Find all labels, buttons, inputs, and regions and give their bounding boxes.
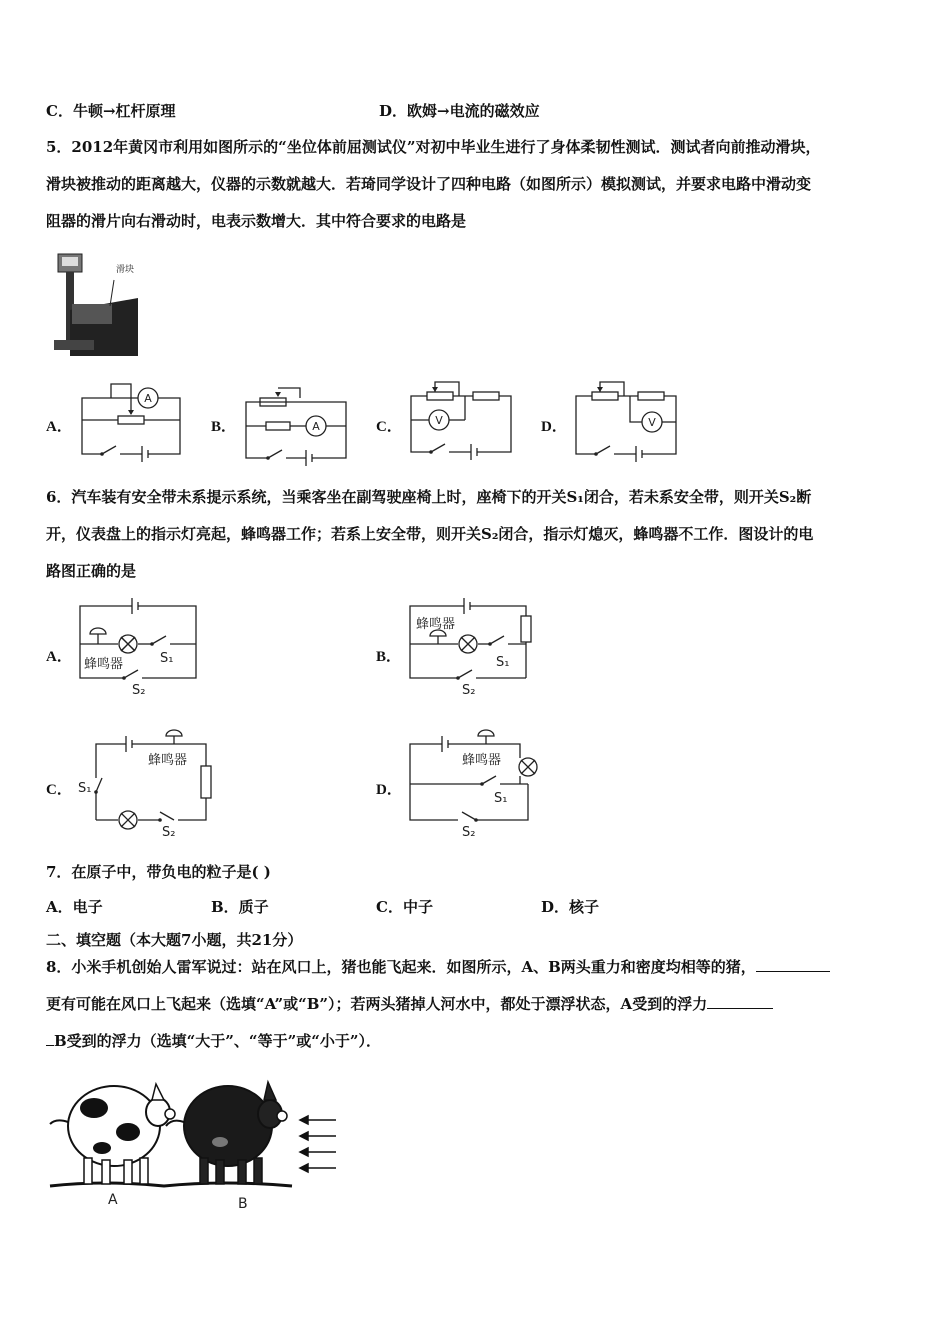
q5-a-ammeter: A [144,392,152,405]
pig-a-label: A [108,1192,118,1208]
q8-blank-2a[interactable] [707,994,773,1009]
q8-line2-text: 更有可能在风口上飞起来（选填“A”或“B”）；若两头猪掉人河水中，都处于漂浮状态，A受到的浮力 [46,995,708,1013]
q6-b-s1: S₁ [496,655,510,670]
q6-stem-line3: 路图正确的是 [46,562,137,580]
q5-circuit-a [76,380,186,466]
q8-line2 [46,994,773,1014]
q6-a-s1: S₁ [160,651,174,666]
q6-b-buzzer: 蜂鸣器 [416,617,456,632]
q5-c-voltmeter: V [435,414,443,427]
q5-stem-line1: 5．2012年黄冈市利用如图所示的“坐位体前屈测试仪”对初中毕业生进行了身体柔韧性测试．测试者向前推动滑块， [46,138,821,156]
q6-c-s2: S₂ [162,825,176,840]
q6-d-buzzer: 蜂鸣器 [462,753,502,768]
q5-circuit-b [240,380,352,466]
q6-a-buzzer: 蜂鸣器 [84,657,124,672]
q6-b-s2: S₂ [462,683,476,698]
q6-circuit-b [406,596,538,700]
q5-d-voltmeter: V [648,416,656,429]
section-heading: 二、填空题（本大题7小题，共21分） [46,931,303,949]
q6-stem-line1: 6．汽车装有安全带未系提示系统，当乘客坐在副驾驶座椅上时，座椅下的开关S₁闭合，若未系安全带，则开关S₂断 [46,488,812,506]
q8-blank-2b[interactable] [46,1031,54,1046]
wind-arrows [300,1116,336,1172]
q5-circuit-c [405,376,517,466]
q6-stem-line2: 开，仪表盘上的指示灯亮起，蜂鸣器工作；若系上安全带，则开关S₂闭合，指示灯熄灭，蜂鸣器不工作．图设计的电 [46,525,814,543]
q6-label-c: C． [46,782,72,798]
q7-option-a: A．电子 [46,898,103,916]
q8-pigs-figure [44,1062,344,1212]
q5-label-a: A． [46,419,72,435]
q7-stem: 7．在原子中，带负电的粒子是( ) [46,863,271,881]
q8-line1-text: 8．小米手机创始人雷军说过：站在风口上，猪也能飞起来．如图所示，A、B两头重力和密度均相等的猪， [46,958,756,976]
q8-line1 [46,957,830,977]
q4-option-c: C．牛顿→杠杆原理 [46,102,176,120]
q6-c-buzzer: 蜂鸣器 [148,753,188,768]
q5-label-c: C． [376,419,402,435]
pig-b [166,1082,287,1184]
q6-a-s2: S₂ [132,683,146,698]
q7-option-d: D．核子 [541,898,600,916]
q6-d-s2: S₂ [462,825,476,840]
q5-b-ammeter: A [312,420,320,433]
q6-c-s1: S₁ [78,781,92,796]
pig-a [50,1084,175,1184]
q5-stem-line3: 阻器的滑片向右滑动时，电表示数增大．其中符合要求的电路是 [46,212,467,230]
q5-label-d: D． [541,419,567,435]
q8-line3 [46,1031,381,1051]
q5-label-b: B． [211,419,237,435]
q5-circuit-d [570,376,682,466]
q6-circuit-c [76,728,216,840]
q6-circuit-d [406,728,546,840]
q6-circuit-a [76,596,202,700]
q6-label-b: B． [376,649,402,665]
q6-label-a: A． [46,649,72,665]
q7-option-c: C．中子 [376,898,433,916]
q8-line3-text: B受到的浮力（选填“大于”、“等于”或“小于”）． [54,1032,381,1050]
q5-tester-photo [50,250,142,360]
q5-slider-label: 滑块 [116,265,135,275]
q6-d-s1: S₁ [494,791,508,806]
q7-option-b: B．质子 [211,898,269,916]
pig-b-label: B [238,1196,248,1212]
q5-stem-line2: 滑块被推动的距离越大，仪器的示数就越大．若琦同学设计了四种电路（如图所示）模拟测试，并要求电路中滑动变 [46,175,812,193]
q4-option-d: D．欧姆→电流的磁效应 [379,102,540,120]
q6-label-d: D． [376,782,402,798]
q8-blank-1[interactable] [756,957,830,972]
